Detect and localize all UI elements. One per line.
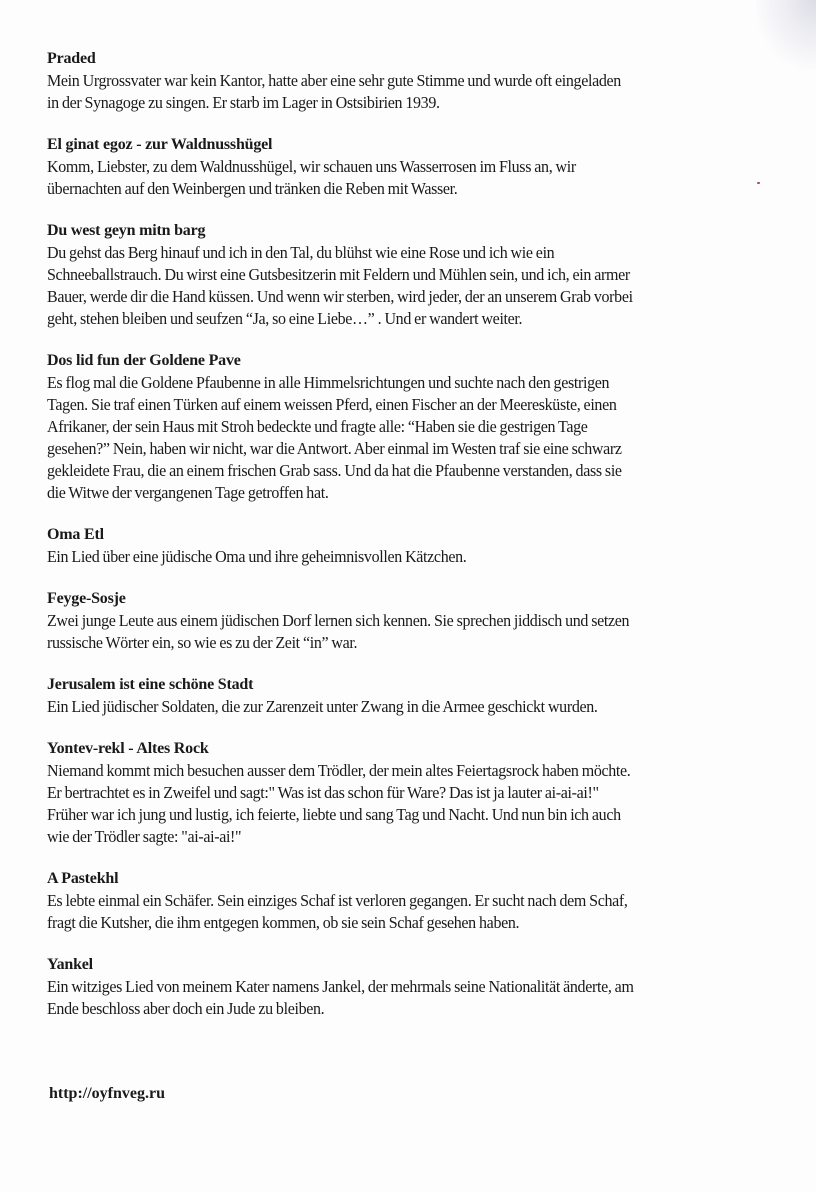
- song-description: Es flog mal die Goldene Pfaubenne in alle Himmelsrichtungen und suchte nach den gestrigen Tagen. Sie traf einen Türken auf einem weissen Pferd, einen Fischer an der Meeresküste, einen Afrikaner, der sein Haus mit Stroh bedeckte und fragte alle: “Haben sie die gestrigen Tage gesehen?” Nein, haben wir nicht, war die Antwort. Aber einmal im Westen traf sie eine schwarz gekleidete Frau, die an einem frischen Grab sass. Und da hat die Pfaubenne verstanden, dass sie die Witwe der vergangenen Tage getroffen hat.: [47, 373, 622, 502]
- song-description: Komm, Liebster, zu dem Waldnusshügel, wir schauen uns Wasserrosen im Fluss an, wir übernachten auf den Weinbergen und tränken die Reben mit Wasser.: [47, 157, 576, 198]
- song-title: A Pastekhl: [47, 870, 119, 887]
- song-title: Praded: [47, 50, 96, 67]
- song-description: Mein Urgrossvater war kein Kantor, hatte aber eine sehr gute Stimme und wurde oft eingeladen in der Synagoge zu singen. Er starb im Lager in Ostsibirien 1939.: [47, 71, 621, 112]
- song-title: Yankel: [47, 956, 93, 973]
- song-description: Ein witziges Lied von meinem Kater namens Jankel, der mehrmals seine Nationalität änderte, am Ende beschloss aber doch ein Jude zu bleiben.: [47, 977, 634, 1018]
- song-section: [47, 954, 767, 1020]
- song-section: [47, 738, 767, 848]
- song-section: [47, 48, 767, 114]
- song-section: [47, 350, 767, 504]
- song-description: Es lebte einmal ein Schäfer. Sein einziges Schaf ist verloren gegangen. Er sucht nach dem Schaf, fragt die Kutsher, die ihm entgegen kommen, ob sie sein Schaf gesehen haben.: [47, 891, 628, 932]
- song-title: Yontev-rekl - Altes Rock: [47, 740, 209, 757]
- song-section: [47, 220, 767, 330]
- song-title: Feyge-Sosje: [47, 590, 126, 607]
- song-section: [47, 674, 767, 718]
- footer-url: http://oyfnveg.ru: [49, 1085, 165, 1102]
- song-description: Ein Lied jüdischer Soldaten, die zur Zarenzeit unter Zwang in die Armee geschickt wurden.: [47, 697, 598, 716]
- song-list: [47, 48, 767, 1040]
- song-description: Niemand kommt mich besuchen ausser dem Trödler, der mein altes Feiertagsrock haben möchte. Er bertrachtet es in Zweifel und sagt:" Was ist das schon für Ware? Das ist ja lauter ai-ai-ai!" Früher war ich jung und lustig, ich feierte, liebte und sang Tag und Nacht. Und nun bin ich auch wie der Trödler sagte: "ai-ai-ai!": [47, 761, 631, 846]
- song-description: Du gehst das Berg hinauf und ich in den Tal, du blühst wie eine Rose und ich wie ein Schneeballstrauch. Du wirst eine Gutsbesitzerin mit Feldern und Mühlen sein, und ich, ein armer Bauer, werde dir die Hand küssen. Und wenn wir sterben, wird jeder, der an unserem Grab vorbei geht, stehen bleiben und seufzen “Ja, so eine Liebe…” . Und er wandert weiter.: [47, 243, 633, 328]
- song-title: Du west geyn mitn barg: [47, 222, 206, 239]
- song-title: Dos lid fun der Goldene Pave: [47, 352, 241, 369]
- song-section: [47, 588, 767, 654]
- song-section: [47, 868, 767, 934]
- song-title: Oma Etl: [47, 526, 104, 543]
- song-section: [47, 524, 767, 568]
- song-title: El ginat egoz - zur Waldnusshügel: [47, 136, 273, 153]
- song-description: Ein Lied über eine jüdische Oma und ihre geheimnisvollen Kätzchen.: [47, 547, 467, 566]
- song-section: [47, 134, 767, 200]
- song-title: Jerusalem ist eine schöne Stadt: [47, 676, 254, 693]
- song-description: Zwei junge Leute aus einem jüdischen Dorf lernen sich kennen. Sie sprechen jiddisch und setzen russische Wörter ein, so wie es zu der Zeit “in” war.: [47, 611, 630, 652]
